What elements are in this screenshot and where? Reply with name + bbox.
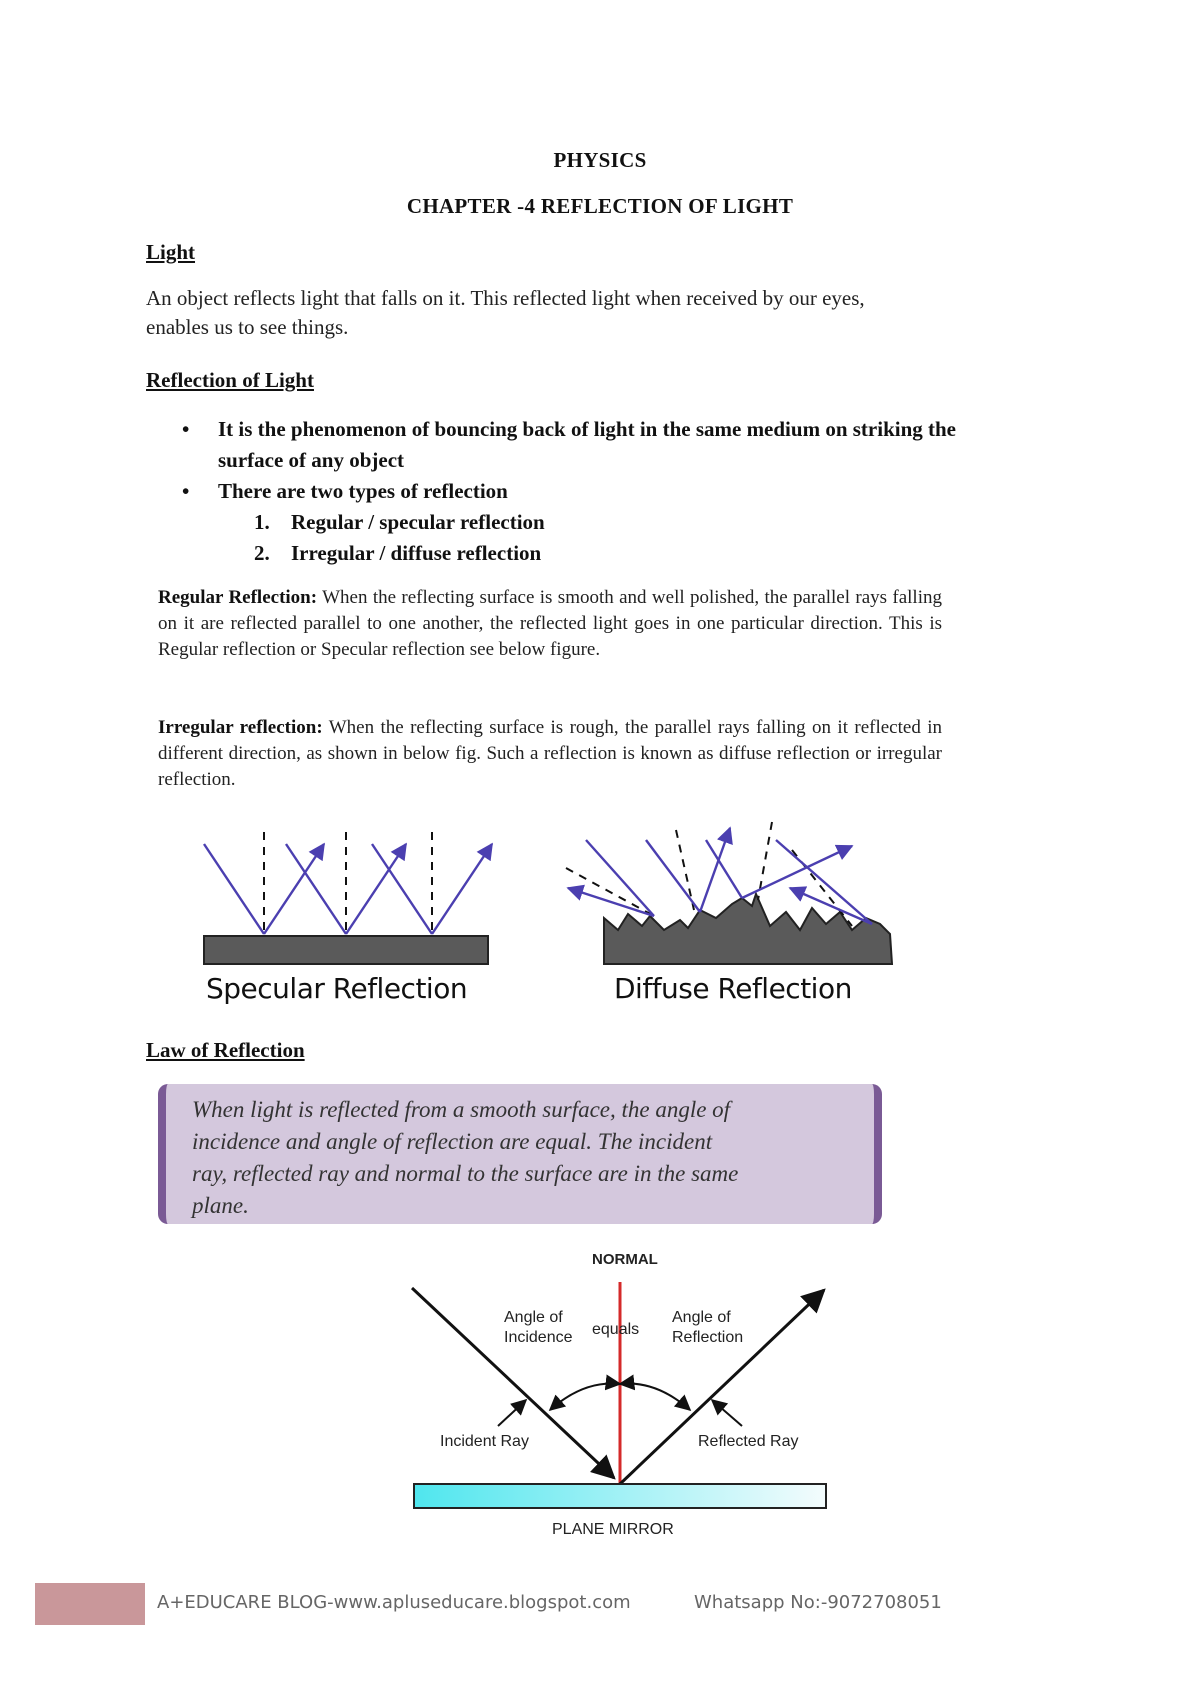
reflected-ray-label: Reflected Ray	[698, 1433, 799, 1450]
irregular-text: When the reflecting surface is rough, the parallel rays falling on it reflected in different direction, as shown in below fig. Such a reflection is known as diffuse reflection or irregular reflection.	[158, 717, 942, 790]
angle-reflection-label	[672, 1308, 743, 1348]
footer-blog: A+EDUCARE BLOG-www.apluseducare.blogspot.com	[157, 1592, 631, 1613]
angle-incidence-label	[504, 1308, 573, 1348]
angle-incidence-line1: Angle of	[504, 1309, 563, 1326]
light-heading: Light	[146, 240, 196, 264]
law-heading: Law of Reflection	[146, 1038, 305, 1062]
normal-label: NORMAL	[592, 1251, 658, 1268]
diffuse-rays	[568, 828, 872, 924]
law-statement-box	[158, 1084, 882, 1224]
plane-mirror-label: PLANE MIRROR	[552, 1521, 674, 1538]
law-of-reflection-diagram	[0, 1240, 1200, 1560]
light-text-line2: enables us to see things.	[146, 315, 349, 339]
bullet1-line2: surface of any object	[218, 448, 405, 472]
bullet2-text: There are two types of reflection	[218, 479, 508, 503]
plane-mirror	[414, 1484, 826, 1508]
diffuse-normals	[566, 822, 852, 926]
equals-label: equals	[592, 1321, 640, 1338]
bullet-dot: •	[182, 479, 190, 503]
light-text-line1: An object reflects light that falls on it. This reflected light when received by our eyes,	[146, 286, 865, 310]
incident-ray-pointer	[498, 1400, 526, 1426]
angle-reflection-line1: Angle of	[672, 1309, 731, 1326]
reflected-ray-pointer	[712, 1400, 742, 1426]
bullet1-line1: It is the phenomenon of bouncing back of light in the same medium on striking the	[218, 417, 957, 441]
specular-caption: Specular Reflection	[206, 972, 468, 1005]
bullet-dot: •	[182, 417, 190, 441]
regular-term: Regular Reflection:	[158, 587, 318, 608]
type2-number: 2.	[254, 541, 270, 565]
incidence-angle-arc	[550, 1384, 620, 1410]
incident-ray-label: Incident Ray	[440, 1433, 529, 1450]
law-line1: When light is reflected from a smooth surface, the angle of	[192, 1097, 731, 1122]
law-line2: incidence and angle of reflection are equal. The incident	[192, 1129, 713, 1154]
specular-rays	[204, 844, 492, 934]
type1-number: 1.	[254, 510, 270, 534]
reflection-angle-arc	[620, 1384, 690, 1410]
smooth-surface	[204, 936, 488, 964]
footer-accent-block	[35, 1583, 145, 1625]
reflection-heading: Reflection of Light	[146, 368, 314, 392]
law-line3: ray, reflected ray and normal to the surface are in the same	[192, 1161, 739, 1186]
type1-text: Regular / specular reflection	[291, 510, 545, 534]
footer-whatsapp: Whatsapp No:-9072708051	[694, 1592, 942, 1613]
law-line4: plane.	[192, 1193, 249, 1218]
angle-reflection-line2: Reflection	[672, 1329, 744, 1346]
irregular-term: Irregular reflection:	[158, 717, 323, 738]
angle-incidence-line2: Incidence	[504, 1329, 573, 1346]
regular-text: When the reflecting surface is smooth and well polished, the parallel rays falling on it are reflected parallel to one another, the reflected light goes in one particular direction. This is Regular reflection or Specular reflection see below figure.	[158, 587, 942, 660]
chapter-title: CHAPTER -4 REFLECTION OF LIGHT	[406, 194, 794, 218]
subject-title: PHYSICS	[553, 148, 647, 172]
diffuse-diagram	[566, 822, 892, 964]
specular-diagram	[204, 832, 492, 964]
diffuse-caption: Diffuse Reflection	[614, 972, 852, 1005]
type2-text: Irregular / diffuse reflection	[291, 541, 542, 565]
